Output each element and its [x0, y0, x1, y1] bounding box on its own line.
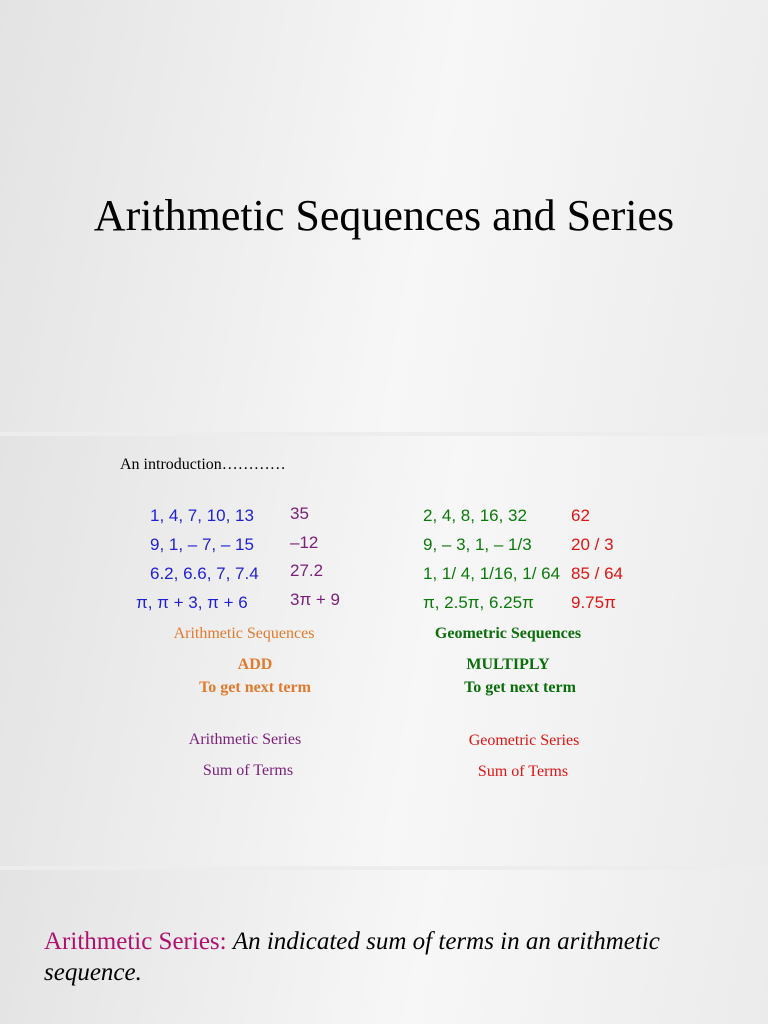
geo-series-label: Geometric Series — [468, 732, 580, 749]
arith-sequence-4: π, π + 3, π + 6 — [136, 593, 248, 612]
arith-sequence-1: 1, 4, 7, 10, 13 — [150, 506, 254, 525]
geo-sum-4: 9.75π — [571, 593, 616, 612]
arith-sum-1: 35 — [290, 504, 309, 523]
arith-sum-4: 3π + 9 — [290, 590, 341, 609]
arith-sequence-3: 6.2, 6.6, 7, 7.4 — [150, 564, 259, 583]
geo-sequences-heading: Geometric Sequences — [434, 625, 582, 642]
arith-sum-2: –12 — [290, 533, 319, 552]
geo-sequence-4: π, 2.5π, 6.25π — [423, 593, 534, 612]
geo-sum-1: 62 — [571, 506, 590, 525]
geo-operation: MULTIPLY — [466, 656, 550, 673]
arith-sum-3: 27.2 — [290, 561, 324, 580]
arith-sequence-2: 9, 1, – 7, – 15 — [150, 535, 254, 554]
arith-sum-of-terms: Sum of Terms — [202, 762, 294, 779]
geo-next-term: To get next term — [464, 679, 576, 696]
arith-next-term: To get next term — [199, 679, 311, 696]
arith-operation: ADD — [237, 656, 273, 673]
geo-sequence-1: 2, 4, 8, 16, 32 — [423, 506, 527, 525]
definition-body: An indicated sum of terms in an arithmetic sequence. — [44, 928, 660, 986]
geo-sum-2: 20 / 3 — [571, 535, 614, 554]
title-slide — [0, 0, 768, 432]
arith-series-label: Arithmetic Series — [188, 731, 302, 748]
geo-sum-of-terms: Sum of Terms — [477, 763, 569, 780]
definition-term: Arithmetic Series: — [44, 928, 227, 955]
geo-sequence-3: 1, 1/ 4, 1/16, 1/ 64 — [423, 564, 561, 583]
intro-slide — [0, 436, 768, 866]
definition-slide — [0, 870, 768, 1024]
definition-text — [44, 926, 724, 988]
geo-sequence-2: 9, – 3, 1, – 1/3 — [423, 535, 532, 554]
slide-title: Arithmetic Sequences and Series — [93, 191, 675, 240]
arith-sequences-heading: Arithmetic Sequences — [173, 625, 315, 642]
intro-text: An introduction………… — [120, 456, 286, 473]
geo-sum-3: 85 / 64 — [571, 564, 623, 583]
